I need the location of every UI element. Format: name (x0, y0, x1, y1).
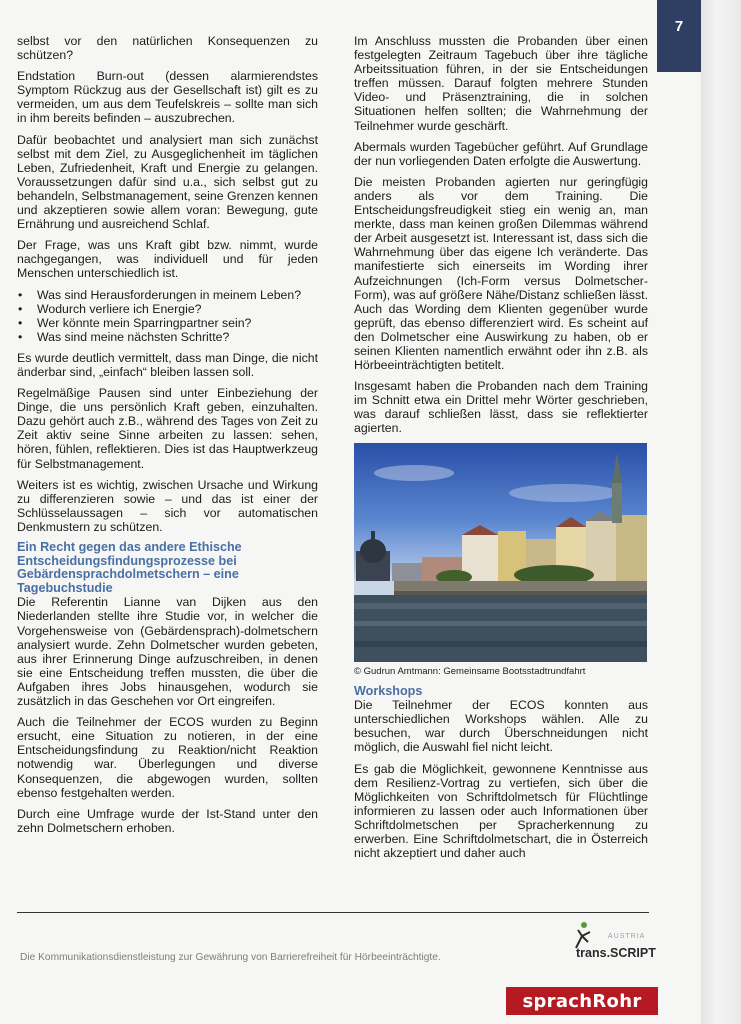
paragraph: Im Anschluss mussten die Probanden über einen festgelegten Zeitraum Tagebuch über ihre tägliche Arbeitssituation führen, in der sie Entscheidungen treffen müssen. Darauf folgten mehrere Stunden Video- und Präsenztraining, die in solchen Situationen helfen sollten; die Wahrnehmung der Teilnehmer wurde geschärft. (354, 34, 648, 133)
list-item: • Was sind Herausforderungen in meinem Leben? (37, 288, 318, 302)
paragraph: Weiters ist es wichtig, zwischen Ursache und Wirkung zu differenzieren sowie – und das ist einer der Schlüsselaussagen – sich vor automatischen Denkmustern zu schützen. (17, 477, 318, 534)
paragraph: Es gab die Möglichkeit, gewonnene Kenntnisse aus dem Resilienz-Vortrag zu vertiefen, sich über die Möglichkeiten von Schriftdolmetsch für Flüchtlinge informieren zu lassen oder auch Informationen über Schriftdolmetschen per Spracherkennung zu erwerben. Eine Schriftdolmetschart, die in Österreich nicht akzeptiert und daher auch (354, 761, 648, 861)
left-column (17, 34, 318, 842)
paragraph: Endstation Burn-out (dessen alarmierendstes Symptom Rückzug aus der Gesellschaft ist) gilt es zu vermeiden, um aus dem Teufelskreis – sollte man sich in ihm bereits befinden – auszubrechen. (17, 69, 318, 126)
paragraph: Die Teilnehmer der ECOS konnten aus unterschiedlichen Workshops wählen. Alle zu besuchen, war durch Überschneidungen nicht möglich, die Auswahl fiel nicht leicht. (354, 698, 648, 755)
section-heading: Ein Recht gegen das andere Ethische Entscheidungsfindungsprozesse bei Gebärdensprachdolmetschern – eine Tagebuchstudie (17, 540, 242, 595)
paragraph: Auch die Teilnehmer der ECOS wurden zu Beginn ersucht, eine Situation zu notieren, in der eine Entscheidungsfindung zu Reaktion/nicht Reaktion notwendig war. Überlegungen und diverse Konsequenzen, die abgewogen wurden, sollten ebenso festgehalten werden. (17, 715, 318, 800)
page-number: 7 (674, 18, 684, 35)
paragraph: Dafür beobachtet und analysiert man sich zunächst selbst mit dem Ziel, zu Ausgeglichenheit im täglichen Leben, Zufriedenheit, Kraft und Energie zu gelangen. Voraussetzungen dafür sind u.a., sich selbst gut zu behandeln, Selbstmanagement, seine Grenzen kennen und akzeptieren sowie allem voran: Bewegung, gute Ernährung und ausreichend Schlaf. (17, 132, 318, 232)
trans-script-logo (566, 920, 656, 966)
footer-divider (17, 912, 649, 913)
right-column (354, 34, 648, 867)
paragraph: selbst vor den natürlichen Konsequenzen zu schützen? (17, 34, 318, 63)
list-item: • Wer könnte mein Sparringpartner sein? (37, 316, 318, 330)
paragraph: Abermals wurden Tagebücher geführt. Auf Grundlage der nun vorliegenden Daten erfolgte die Auswertung. (354, 139, 648, 168)
question-list (17, 288, 318, 344)
paragraph: Die meisten Probanden agierten nur geringfügig anders als vor dem Training. Die Entscheidungsfreudigkeit stieg ein wenig an, man merkte, dass man keinen großen Dilemmas während der Arbeit ausgesetzt ist. Interessant ist, dass sich die Wahrnehmung über das eigene Ich veränderte. Das manifestierte sich einerseits im Wording ihrer Aufzeichnungen (Ich-Form versus Dolmetscher-Form), was auf größere Nähe/Distanz schließen lässt. Auch das Wording dem Klienten gegenüber wurde geprüft, das ebenso differenziert wird. Es scheint auf den Dolmetscher eine Auswirkung zu haben, ob er seinen Klienten namentlich erwähnt oder ihn z.B. als Hörbeeinträchtigten betitelt. (354, 174, 648, 373)
paragraph: Regelmäßige Pausen sind unter Einbeziehung der Dinge, die uns persönlich Kraft geben, einzuhalten. Dazu gehört auch z.B., während des Tages von Zeit zu Zeit aktiv seine Sinne arbeiten zu lassen: sehen, hören, fühlen, reflektieren. Dies ist das Hauptwerkzeug für Selbstmanagement. (17, 386, 318, 471)
paragraph: Es wurde deutlich vermittelt, dass man Dinge, die nicht änderbar sind, „einfach“ bleiben lassen soll. (17, 350, 318, 379)
section-heading: Workshops (354, 683, 423, 698)
paragraph: Der Frage, was uns Kraft gibt bzw. nimmt, wurde nachgegangen, was individuell und für jeden Menschen unterschiedlich ist. (17, 238, 318, 281)
photo-illustration (354, 443, 647, 662)
sprachrohr-logo (506, 987, 658, 1015)
footer-tagline: Die Kommunikationsdienstleistung zur Gewährung von Barrierefreiheit für Hörbeeinträchtigte. (20, 952, 441, 963)
photo-caption: © Gudrun Amtmann: Gemeinsame Bootsstadtrundfahrt (354, 665, 586, 677)
city-river-photo (354, 443, 647, 662)
logo-austria-label: AUSTRIA (608, 933, 646, 940)
list-item: • Was sind meine nächsten Schritte? (37, 330, 318, 344)
list-item: • Wodurch verliere ich Energie? (37, 302, 318, 316)
logo-sprachrohr-label: sprachRohr (522, 990, 642, 1012)
paragraph: Insgesamt haben die Probanden nach dem Training im Schnitt etwa ein Drittel mehr Wörter geschrieben, was darauf schließen lässt, dass sie reflektierter agierten. (354, 379, 648, 436)
page-number-tab (657, 0, 701, 72)
paragraph: Durch eine Umfrage wurde der Ist-Stand unter den zehn Dolmetschern erhoben. (17, 806, 318, 835)
logo-trans-label: trans.SCRIPT (576, 946, 656, 960)
paragraph: Die Referentin Lianne van Dijken aus den Niederlanden stellte ihre Studie vor, in welcher die Vorgehensweise von (Gebärdensprach)-dolmetschern analysiert wurde. Zehn Dolmetscher wurden gebeten, aus ihrer Erinnerung Dinge aufzuschreiben, in denen sie eine Entscheidung treffen mussten, die über die Aufgaben ihres Jobs hinausgehen, wodurch sie zusätzlich in das Geschehen vor Ort eingreifen. (17, 595, 318, 709)
page-edge (701, 0, 741, 1024)
